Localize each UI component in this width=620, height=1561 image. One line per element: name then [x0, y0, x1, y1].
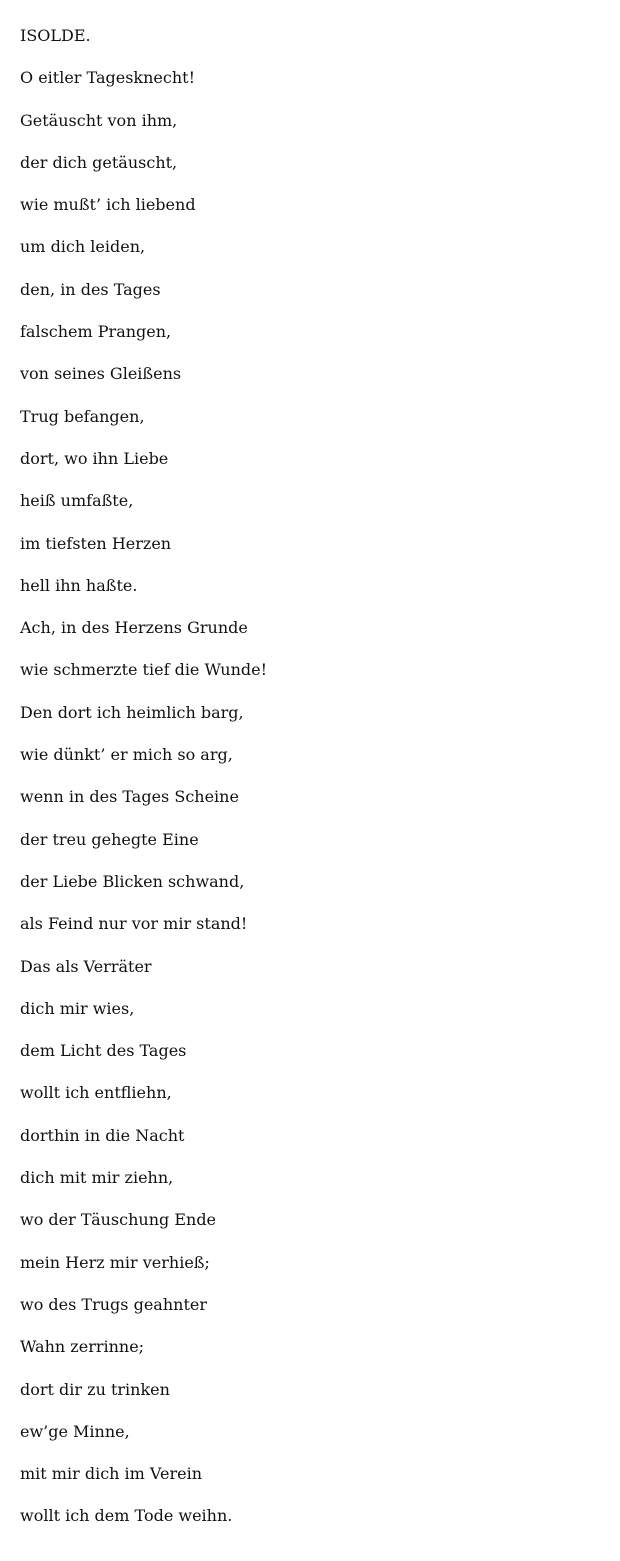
speaker-name: ISOLDE. — [20, 26, 91, 45]
verse-line: O eitler Tagesknecht! — [20, 68, 196, 88]
verse-line: als Feind nur vor mir stand! — [20, 914, 248, 934]
verse-line: Getäuscht von ihm, — [20, 110, 178, 130]
verse-line: dem Licht des Tages — [20, 1041, 187, 1061]
verse-line: dort dir zu trinken — [20, 1379, 170, 1399]
text-page — [20, 26, 620, 1549]
verse-line: Das als Verräter — [20, 956, 152, 976]
verse-line: von seines Gleißens — [20, 364, 182, 384]
verse-line: wie mußt’ ich liebend — [20, 195, 196, 215]
verse-line: wollt ich dem Tode weihn. — [20, 1506, 233, 1526]
verse-line: wo des Trugs geahnter — [20, 1294, 207, 1314]
verse-line: ew’ge Minne, — [20, 1421, 130, 1441]
verse-line: wenn in des Tages Scheine — [20, 787, 239, 807]
verse-line: Den dort ich heimlich barg, — [20, 702, 244, 722]
verse-line: der Liebe Blicken schwand, — [20, 871, 245, 891]
verse-line: falschem Prangen, — [20, 322, 172, 342]
verse-line: mit mir dich im Verein — [20, 1464, 203, 1484]
verse-line: wollt ich entfliehn, — [20, 1083, 172, 1103]
verse-line: der treu gehegte Eine — [20, 829, 199, 849]
verse-line: Wahn zerrinne; — [20, 1337, 145, 1357]
verse-line: wo der Täuschung Ende — [20, 1210, 217, 1230]
verse-line: um dich leiden, — [20, 237, 146, 257]
verse-block — [20, 68, 620, 1548]
verse-line: wie schmerzte tief die Wunde! — [20, 660, 268, 680]
verse-line: im tiefsten Herzen — [20, 533, 172, 553]
verse-line: wie dünkt’ er mich so arg, — [20, 745, 233, 765]
verse-line: heiß umfaßte, — [20, 491, 134, 511]
verse-line: den, in des Tages — [20, 279, 161, 299]
verse-line: dorthin in die Nacht — [20, 1125, 185, 1145]
verse-line: Trug befangen, — [20, 406, 145, 426]
verse-line: dich mir wies, — [20, 998, 135, 1018]
verse-line: Ach, in des Herzens Grunde — [20, 618, 248, 638]
verse-line: dort, wo ihn Liebe — [20, 448, 169, 468]
verse-line: dich mit mir ziehn, — [20, 1168, 174, 1188]
verse-line: der dich getäuscht, — [20, 152, 178, 172]
verse-line: hell ihn haßte. — [20, 575, 138, 595]
verse-line: mein Herz mir verhieß; — [20, 1252, 210, 1272]
